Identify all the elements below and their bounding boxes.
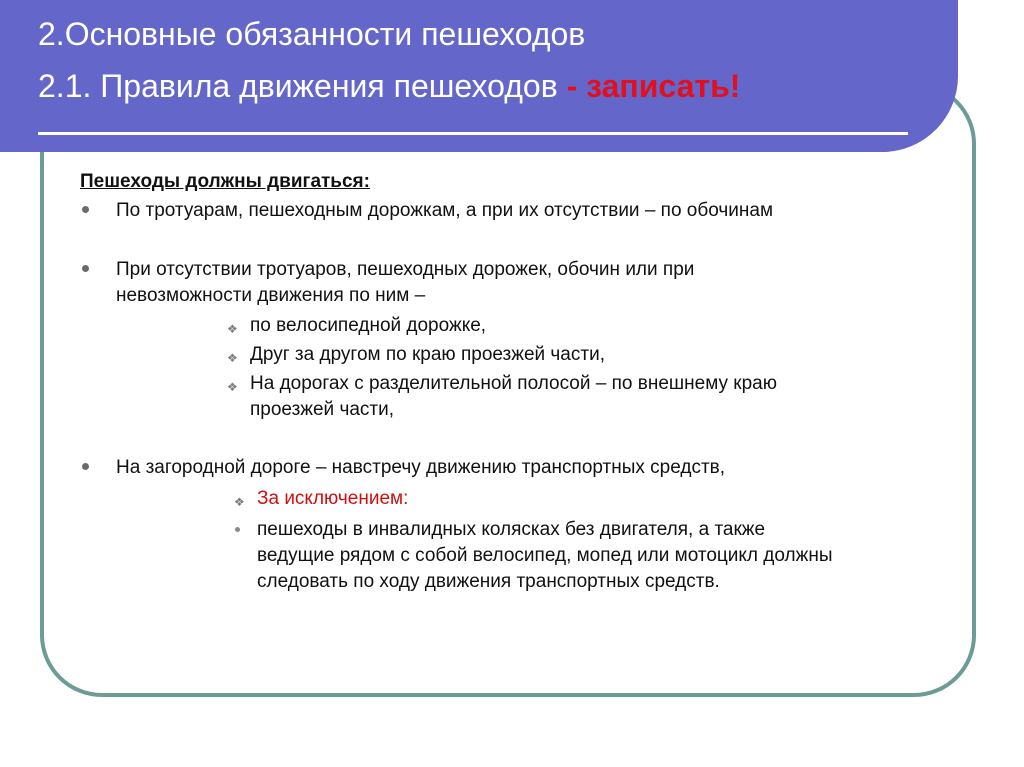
list-item: По тротуарам, пешеходным дорожкам, а при их отсутствии – по обочинам xyxy=(116,200,774,221)
bullet-dot-icon xyxy=(82,463,89,470)
sub-list-item: Друг за другом по краю проезжей части, xyxy=(250,344,605,365)
title-line-1: 2.Основные обязанности пешеходов xyxy=(38,16,586,52)
list-item-line: невозможности движения по ним – xyxy=(116,285,426,306)
small-bullet-icon xyxy=(235,527,240,532)
diamond-bullet-icon: ❖ xyxy=(227,380,238,394)
list-item-line: При отсутствии тротуаров, пешеходных дорожек, обочин или при xyxy=(116,259,695,280)
diamond-bullet-icon: ❖ xyxy=(227,322,238,336)
title-accent: - записать! xyxy=(566,68,741,104)
bullet-dot-icon xyxy=(82,265,89,272)
sub-list-item: по велосипедной дорожке, xyxy=(250,315,487,336)
diamond-bullet-icon: ❖ xyxy=(234,495,245,509)
sub-list-item-line: На дорогах с разделительной полосой – по внешнему краю xyxy=(250,373,777,394)
sub-list-item-line: проезжей части, xyxy=(250,399,395,420)
sub-list-item-line: пешеходы в инвалидных колясках без двигателя, а также xyxy=(257,519,766,540)
list-heading: Пешеходы должны двигаться: xyxy=(80,171,370,192)
title-main: 2.1. Правила движения пешеходов xyxy=(38,68,558,104)
title-underline xyxy=(38,132,908,135)
exception-label: За исключением: xyxy=(257,488,409,509)
sub-list-item-line: следовать по ходу движения транспортных средств. xyxy=(257,571,720,592)
sub-list-item-line: ведущие рядом с собой велосипед, мопед или мотоцикл должны xyxy=(257,545,833,566)
bullet-dot-icon xyxy=(82,206,89,213)
diamond-bullet-icon: ❖ xyxy=(227,351,238,365)
title-banner xyxy=(0,0,958,152)
title-line-2 xyxy=(38,68,740,105)
list-item: На загородной дороге – навстречу движению транспортных средств, xyxy=(116,457,726,478)
